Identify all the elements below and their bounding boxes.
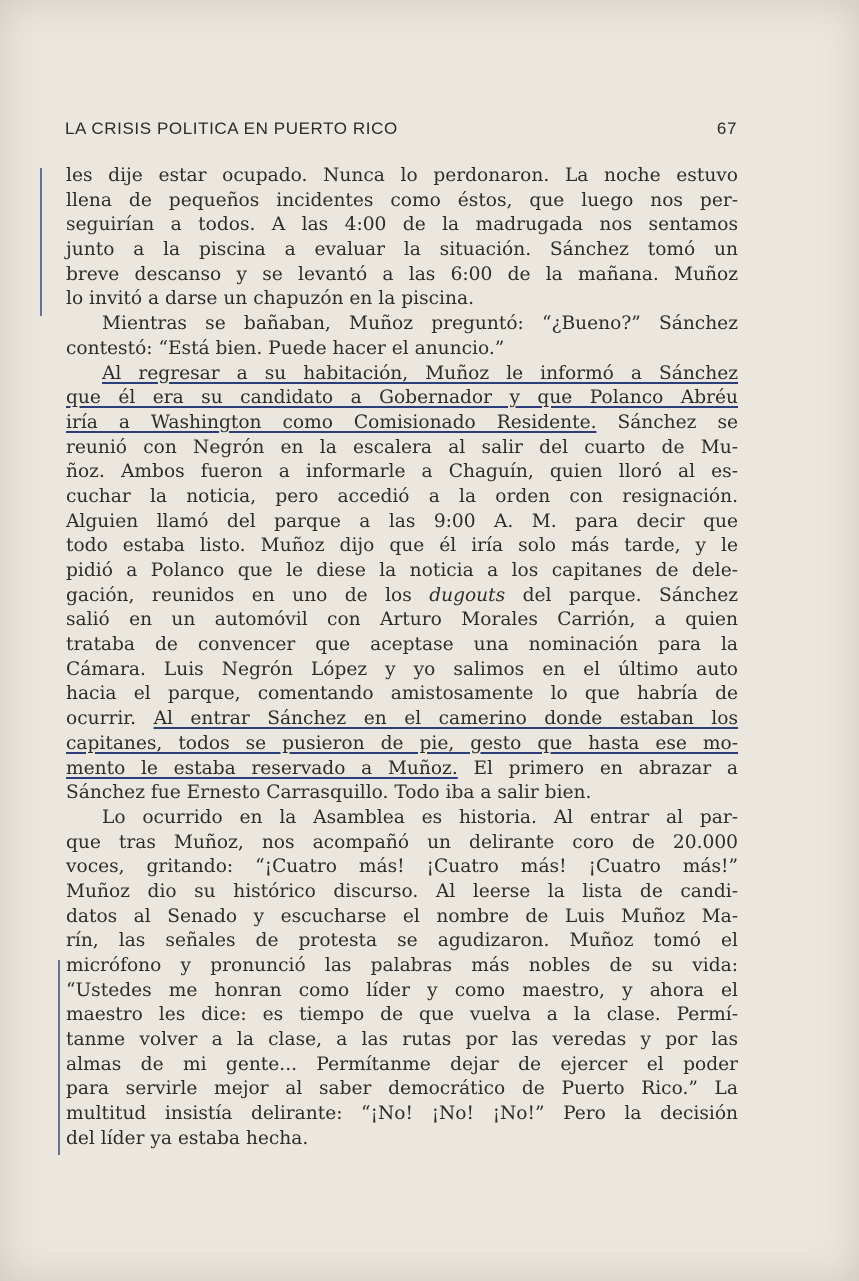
text-line: les dije estar ocupado. Nunca lo perdonaron. La noche estuvo xyxy=(66,165,738,186)
text-line: multitud insistía delirante: “¡No! ¡No! ¡No!” Pero la decisión xyxy=(66,1103,738,1125)
underlined-phrase: Al entrar Sánchez en el camerino donde estaban los xyxy=(153,708,738,730)
text-line: almas de mi gente... Permítanme dejar de ejercer el poder xyxy=(66,1053,738,1075)
text-line: Mientras se bañaban, Muñoz preguntó: “¿Bueno?” Sánchez xyxy=(102,313,738,335)
text-line: cuchar la noticia, pero accedió a la orden con resignación. xyxy=(66,485,738,507)
text-line: Cámara. Luis Negrón López y yo salimos en el último auto xyxy=(66,658,738,680)
text-line: pidió a Polanco que le diese la noticia a los capitanes de dele- xyxy=(66,560,738,581)
text-line: contestó: “Está bien. Puede hacer el anuncio.” xyxy=(66,337,505,359)
margin-mark-bottom xyxy=(58,960,60,1155)
text-line: ñoz. Ambos fueron a informarle a Chaguín, quien lloró al es- xyxy=(66,461,738,483)
body-text xyxy=(66,164,738,1152)
text-line: datos al Senado y escucharse el nombre de Luis Muñoz Ma- xyxy=(66,905,738,927)
text-span: ocurrir. xyxy=(66,708,154,730)
text-line: del líder ya estaba hecha. xyxy=(66,1127,309,1149)
text-span: gación, reunidos en uno de los xyxy=(66,584,430,606)
text-line: todo estaba listo. Muñoz dijo que él iría solo más tarde, y le xyxy=(66,535,738,557)
text-line: para servirle mejor al saber democrático de Puerto Rico.” La xyxy=(66,1078,738,1100)
text-line: Muñoz dio su histórico discurso. Al leerse la lista de candi- xyxy=(66,880,738,902)
text-line xyxy=(66,411,738,436)
text-line: llena de pequeños incidentes como éstos, que luego nos per- xyxy=(66,189,738,211)
underlined-phrase: iría a Washington como Comisionado Residente. xyxy=(66,411,597,433)
text-line: maestro les dice: es tiempo de que vuelva a la clase. Permí- xyxy=(66,1004,738,1026)
text-line: hacia el parque, comentando amistosamente lo que habría de xyxy=(66,683,738,705)
text-line: breve descanso y se levantó a las 6:00 de la mañana. Muñoz xyxy=(66,263,738,285)
margin-mark-top xyxy=(40,168,42,316)
text-line: tanme volver a la clase, a las rutas por las veredas y por las xyxy=(66,1029,738,1051)
text-line: que tras Muñoz, nos acompañó un delirante coro de 20.000 xyxy=(66,831,738,853)
text-line xyxy=(66,757,738,782)
text-line: seguirían a todos. A las 4:00 de la madrugada nos sentamos xyxy=(66,214,738,236)
text-line: trataba de convencer que aceptase una nominación para la xyxy=(66,634,738,656)
text-line: Alguien llamó del parque a las 9:00 A. M. para decir que xyxy=(66,510,738,532)
page-header xyxy=(65,119,737,139)
text-span: Sánchez se xyxy=(596,411,738,433)
text-line: Lo ocurrido en la Asamblea es historia. Al entrar al par- xyxy=(102,806,738,828)
text-line: rín, las señales de protesta se agudizaron. Muñoz tomó el xyxy=(66,930,738,952)
text-line: “Ustedes me honran como líder y como maestro, y ahora el xyxy=(66,979,738,1001)
text-line: reunió con Negrón en la escalera al salir del cuarto de Mu- xyxy=(66,436,738,458)
text-line: junto a la piscina a evaluar la situación. Sánchez tomó un xyxy=(66,239,738,261)
text-line: voces, gritando: “¡Cuatro más! ¡Cuatro más! ¡Cuatro más!” xyxy=(66,856,738,878)
text-line: Sánchez fue Ernesto Carrasquillo. Todo iba a salir bien. xyxy=(66,782,592,804)
text-line: lo invitó a darse un chapuzón en la piscina. xyxy=(66,288,474,310)
text-line xyxy=(66,584,738,609)
underlined-line: que él era su candidato a Gobernador y que Polanco Abréu xyxy=(66,387,738,409)
italic-term: dugouts xyxy=(429,584,506,606)
page-number: 67 xyxy=(716,119,737,138)
text-line: salió en un automóvil con Arturo Morales Carrión, a quien xyxy=(66,609,738,631)
text-span: del parque. Sánchez xyxy=(505,584,738,606)
underlined-line: Al regresar a su habitación, Muñoz le informó a Sánchez xyxy=(102,362,738,384)
underlined-phrase: mento le estaba reservado a Muñoz. xyxy=(66,757,458,779)
running-title: LA CRISIS POLITICA EN PUERTO RICO xyxy=(65,119,398,138)
text-line: micrófono y pronunció las palabras más nobles de su vida: xyxy=(66,955,738,976)
text-line xyxy=(66,707,738,732)
underlined-line: capitanes, todos se pusieron de pie, gesto que hasta ese mo- xyxy=(66,732,738,754)
text-span: El primero en abrazar a xyxy=(457,757,738,779)
